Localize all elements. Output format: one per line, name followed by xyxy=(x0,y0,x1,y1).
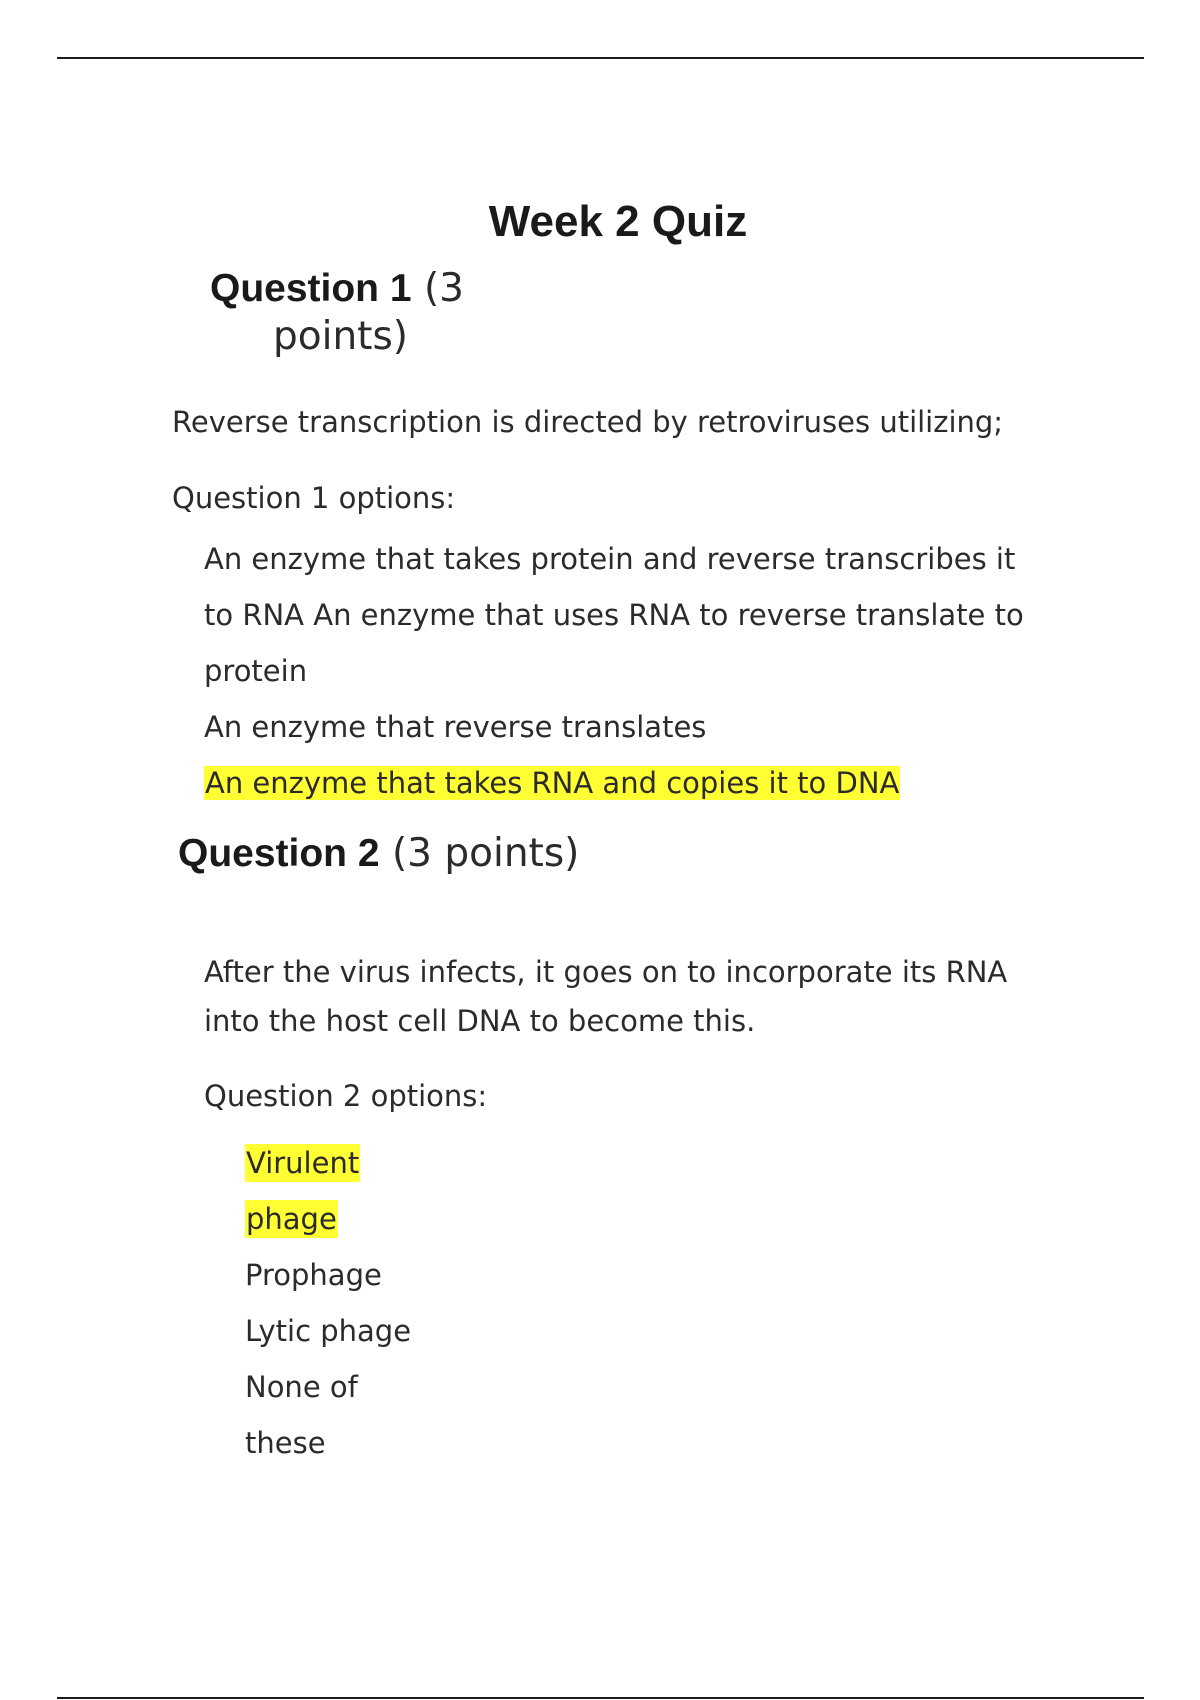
option-text: these xyxy=(245,1426,326,1460)
question-1-prompt: Reverse transcription is directed by retroviruses utilizing; xyxy=(172,405,1004,439)
question-2-option-4-line-1[interactable] xyxy=(245,1359,411,1415)
question-2-prompt-line-2: into the host cell DNA to become this. xyxy=(204,1004,756,1038)
question-2-options-label: Question 2 options: xyxy=(204,1079,488,1113)
highlighted-answer-line-2: phage xyxy=(246,1202,337,1236)
question-2-option-3[interactable] xyxy=(245,1303,411,1359)
question-1-points-cont: points) xyxy=(273,314,408,359)
question-2-option-1-line-2[interactable] xyxy=(245,1191,411,1247)
option-text: None of xyxy=(245,1370,358,1404)
question-2-heading xyxy=(178,830,579,878)
question-1-option-line-1[interactable]: An enzyme that takes protein and reverse transcribes it xyxy=(204,542,1016,576)
top-rule xyxy=(57,57,1144,59)
question-1-option-4[interactable]: An enzyme that reverse translates xyxy=(204,710,707,744)
question-2-prompt xyxy=(204,948,1007,1046)
question-1-option-5-selected[interactable] xyxy=(204,755,1024,811)
question-2-option-2[interactable] xyxy=(245,1247,411,1303)
question-2-points: (3 points) xyxy=(391,831,580,876)
question-2-label: Question 2 xyxy=(178,832,380,875)
question-1-points: (3 xyxy=(423,266,464,311)
highlighted-answer: An enzyme that takes RNA and copies it to DNA xyxy=(205,766,900,800)
question-2-option-4-line-2[interactable] xyxy=(245,1415,411,1471)
option-text: Prophage xyxy=(245,1258,382,1292)
question-2-options xyxy=(245,1135,411,1471)
question-1-options-label: Question 1 options: xyxy=(172,481,456,515)
page-title: Week 2 Quiz xyxy=(488,197,748,246)
question-1-heading xyxy=(210,265,464,361)
highlighted-answer-line-1: Virulent xyxy=(246,1146,360,1180)
question-2-prompt-line-1: After the virus infects, it goes on to incorporate its RNA xyxy=(204,955,1008,989)
bottom-rule xyxy=(57,1697,1144,1699)
question-1-option-line-2[interactable]: to RNA An enzyme that uses RNA to reverse translate to xyxy=(204,598,1024,632)
option-text: Lytic phage xyxy=(245,1314,412,1348)
question-1-label: Question 1 xyxy=(210,267,412,310)
question-1-option-line-3[interactable]: protein xyxy=(204,654,308,688)
question-2-option-1-line-1[interactable] xyxy=(245,1135,411,1191)
question-1-options xyxy=(204,531,1024,811)
